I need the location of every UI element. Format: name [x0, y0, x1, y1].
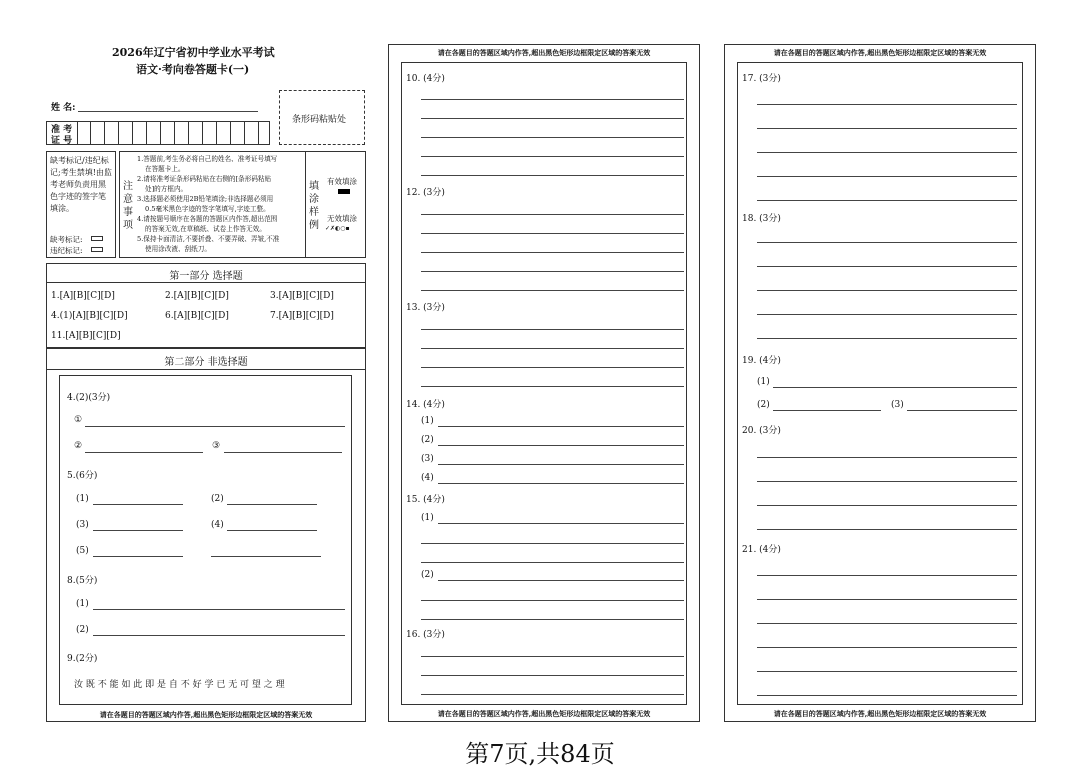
warning-footer: 请在各题目的答题区域内作答,超出黑色矩形边框限定区域的答案无效 [437, 709, 651, 718]
q4-c3-line[interactable] [224, 452, 342, 453]
q20-line[interactable] [757, 481, 1017, 482]
answer-column-2 [388, 44, 700, 722]
mc-q1[interactable]: 1.[A][B][C][D] [51, 291, 115, 301]
q5-p5: (5) [76, 546, 89, 556]
notice-line: 1.答题前,考生务必将自己的姓名、准考证号填写 [137, 155, 278, 163]
q19-p2-line[interactable] [773, 410, 881, 411]
q15-p1-line[interactable] [438, 523, 684, 524]
notice-line: 处]的方框内。 [145, 185, 188, 193]
q19-p1-line[interactable] [773, 387, 1017, 388]
notice-line: 在答题卡上。 [145, 165, 185, 173]
q21-label: 21. (4分) [742, 545, 781, 555]
q17-label: 17. (3分) [742, 74, 781, 84]
q10-line[interactable] [421, 137, 684, 138]
q10-label: 10. (4分) [406, 74, 445, 84]
q12-line[interactable] [421, 252, 684, 253]
q15-label: 15. (4分) [406, 495, 445, 505]
q5-p1-line[interactable] [93, 504, 183, 505]
q16-label: 16. (3分) [406, 630, 445, 640]
q15-p1: (1) [421, 513, 434, 523]
exam-id-box[interactable] [46, 121, 270, 145]
q15-line[interactable] [421, 543, 684, 544]
notice-label-1: 注 [123, 181, 133, 192]
notice-line: 4.请按题号顺序在各题的答题区内作答,超出范围 [137, 215, 278, 223]
barcode-label: 条形码粘贴处 [292, 115, 347, 125]
fill-valid-sample [338, 189, 350, 194]
q4-c3: ③ [212, 441, 221, 451]
mc-q3[interactable]: 3.[A][B][C][D] [270, 291, 334, 301]
q16-line[interactable] [421, 694, 684, 695]
exam-id-cells [77, 122, 273, 144]
q14-p4: (4) [421, 473, 434, 483]
fill-label-2: 涂 [309, 194, 319, 205]
notice-label-4: 项 [123, 220, 133, 231]
q14-p1-line[interactable] [438, 426, 684, 427]
q21-line[interactable] [757, 647, 1017, 648]
q15-line[interactable] [421, 619, 684, 620]
q12-line[interactable] [421, 233, 684, 234]
q19-p3: (3) [891, 400, 904, 410]
q17-line[interactable] [757, 104, 1017, 105]
q14-p3-line[interactable] [438, 464, 684, 465]
q5-p6-line[interactable] [211, 556, 321, 557]
q5-p3: (3) [76, 520, 89, 530]
q15-p2-line[interactable] [438, 580, 684, 581]
fill-label-1: 填 [309, 181, 319, 192]
q20-line[interactable] [757, 457, 1017, 458]
title-line-2: 语文·考向卷答题卡(一) [136, 63, 250, 76]
notice-line: 5.保持卡面清洁,不要折叠、不要弄破、弄皱,不准 [137, 235, 280, 243]
absence-box [46, 151, 116, 258]
q18-label: 18. (3分) [742, 214, 781, 224]
q17-line[interactable] [757, 200, 1017, 201]
part2-box [46, 348, 366, 722]
q17-line[interactable] [757, 128, 1017, 129]
q13-line[interactable] [421, 348, 684, 349]
mc-q7[interactable]: 7.[A][B][C][D] [270, 311, 334, 321]
q19-label: 19. (4分) [742, 356, 781, 366]
warning-header: 请在各题目的答题区域内作答,超出黑色矩形边框限定区域的答案无效 [773, 48, 987, 57]
q15-line[interactable] [421, 600, 684, 601]
q14-p1: (1) [421, 416, 434, 426]
q15-p2: (2) [421, 570, 434, 580]
q13-line[interactable] [421, 386, 684, 387]
q10-line[interactable] [421, 99, 684, 100]
q10-line[interactable] [421, 118, 684, 119]
violation-mark-label: 违纪标记: [50, 246, 83, 255]
q5-p3-line[interactable] [93, 530, 183, 531]
q5-p4: (4) [211, 520, 224, 530]
part1-box [46, 263, 366, 348]
q4-c1-line[interactable] [85, 426, 345, 427]
q8-p2: (2) [76, 625, 89, 635]
q4-c1: ① [74, 415, 83, 425]
notice-label-3: 事 [123, 207, 133, 218]
barcode-area [279, 90, 365, 145]
name-line[interactable] [78, 111, 258, 112]
q5-p2-line[interactable] [227, 504, 317, 505]
q14-p3: (3) [421, 454, 434, 464]
warning-footer: 请在各题目的答题区域内作答,超出黑色矩形边框限定区域的答案无效 [773, 709, 987, 718]
q19-p3-line[interactable] [907, 410, 1017, 411]
exam-id-label-2: 证 号 [51, 136, 73, 146]
column-inner-frame [401, 62, 687, 705]
q14-p4-line[interactable] [438, 483, 684, 484]
name-label: 姓 名: [51, 103, 76, 113]
q21-line[interactable] [757, 575, 1017, 576]
fill-label-3: 样 [309, 207, 319, 218]
absence-mark-label: 缺考标记: [50, 235, 83, 244]
q14-p2: (2) [421, 435, 434, 445]
q12-line[interactable] [421, 214, 684, 215]
part1-header: 第一部分 选择题 [169, 271, 243, 282]
fill-divider [305, 152, 306, 257]
mc-q2[interactable]: 2.[A][B][C][D] [165, 291, 229, 301]
q12-line[interactable] [421, 290, 684, 291]
part2-inner [59, 375, 352, 705]
fill-label-4: 例 [309, 220, 319, 231]
q21-line[interactable] [757, 695, 1017, 696]
notice-line: 0.5毫米黑色字迹的签字笔填写,字迹工整。 [145, 205, 270, 213]
q20-line[interactable] [757, 529, 1017, 530]
q4-label: 4.(2)(3分) [67, 393, 111, 403]
mc-q6[interactable]: 6.[A][B][C][D] [165, 311, 229, 321]
q5-p5-line[interactable] [93, 556, 183, 557]
violation-mark-box[interactable] [91, 247, 103, 252]
q5-p2: (2) [211, 494, 224, 504]
title-line-1: 2026年辽宁省初中学业水平考试 [112, 46, 275, 59]
q18-line[interactable] [757, 338, 1017, 339]
fill-valid-label: 有效填涂 [327, 177, 357, 186]
q5-label: 5.(6分) [67, 471, 98, 481]
absence-mark-box[interactable] [91, 236, 103, 241]
notice-label-2: 意 [123, 194, 133, 205]
q10-line[interactable] [421, 175, 684, 176]
mc-q4[interactable]: 4.(1)[A][B][C][D] [51, 311, 128, 321]
q10-line[interactable] [421, 156, 684, 157]
q21-line[interactable] [757, 671, 1017, 672]
q9-sentence: 汝 既 不 能 如 此 即 是 自 不 好 学 已 无 可 望 之 理 [74, 680, 285, 690]
q13-line[interactable] [421, 329, 684, 330]
q18-line[interactable] [757, 314, 1017, 315]
q16-line[interactable] [421, 656, 684, 657]
fill-invalid-label: 无效填涂 [327, 214, 357, 223]
fill-invalid-sample: ✓✗◐○▪ [325, 225, 350, 232]
part2-header: 第二部分 非选择题 [164, 357, 248, 368]
q16-line[interactable] [421, 675, 684, 676]
q8-p2-line[interactable] [93, 635, 345, 636]
q8-p1: (1) [76, 599, 89, 609]
q20-line[interactable] [757, 505, 1017, 506]
q19-p2: (2) [757, 400, 770, 410]
notice-line: 2.请将准考证条形码粘贴在右侧的[条形码粘贴 [137, 175, 272, 183]
mc-q11[interactable]: 11.[A][B][C][D] [51, 331, 121, 341]
q5-p4-line[interactable] [227, 530, 317, 531]
column-inner-frame [737, 62, 1023, 705]
notice-line: 3.选择题必须使用2B铅笔填涂;非选择题必须用 [137, 195, 274, 203]
q8-label: 8.(5分) [67, 576, 98, 586]
q21-line[interactable] [757, 623, 1017, 624]
notice-box [119, 151, 366, 258]
q18-line[interactable] [757, 290, 1017, 291]
q15-line[interactable] [421, 562, 684, 563]
q18-line[interactable] [757, 242, 1017, 243]
q4-c2: ② [74, 441, 83, 451]
q4-c2-line[interactable] [85, 452, 203, 453]
q13-line[interactable] [421, 367, 684, 368]
q12-line[interactable] [421, 271, 684, 272]
q17-line[interactable] [757, 176, 1017, 177]
part2-divider [47, 369, 365, 370]
q9-label: 9.(2分) [67, 654, 98, 664]
q21-line[interactable] [757, 599, 1017, 600]
q18-line[interactable] [757, 266, 1017, 267]
q20-label: 20. (3分) [742, 426, 781, 436]
q13-label: 13. (3分) [406, 303, 445, 313]
q5-p1: (1) [76, 494, 89, 504]
q12-label: 12. (3分) [406, 188, 445, 198]
part1-divider [47, 282, 365, 283]
notice-line: 使用涂改液、刮纸刀。 [145, 245, 211, 253]
warning-header: 请在各题目的答题区域内作答,超出黑色矩形边框限定区域的答案无效 [437, 48, 651, 57]
exam-id-label-1: 准 考 [51, 125, 73, 135]
q17-line[interactable] [757, 152, 1017, 153]
absence-text: 缺考标记/违纪标记;考生禁填!由监考老师负责用黑色字迹的签字笔填涂。 [50, 156, 112, 213]
q8-p1-line[interactable] [93, 609, 345, 610]
q19-p1: (1) [757, 377, 770, 387]
page-number: 第7页,共84页 [465, 740, 615, 768]
q14-p2-line[interactable] [438, 445, 684, 446]
warning-footer: 请在各题目的答题区域内作答,超出黑色矩形边框限定区域的答案无效 [99, 710, 313, 719]
q14-label: 14. (4分) [406, 400, 445, 410]
answer-column-3 [724, 44, 1036, 722]
notice-line: 的答案无效,在草稿纸、试卷上作答无效。 [145, 225, 266, 233]
